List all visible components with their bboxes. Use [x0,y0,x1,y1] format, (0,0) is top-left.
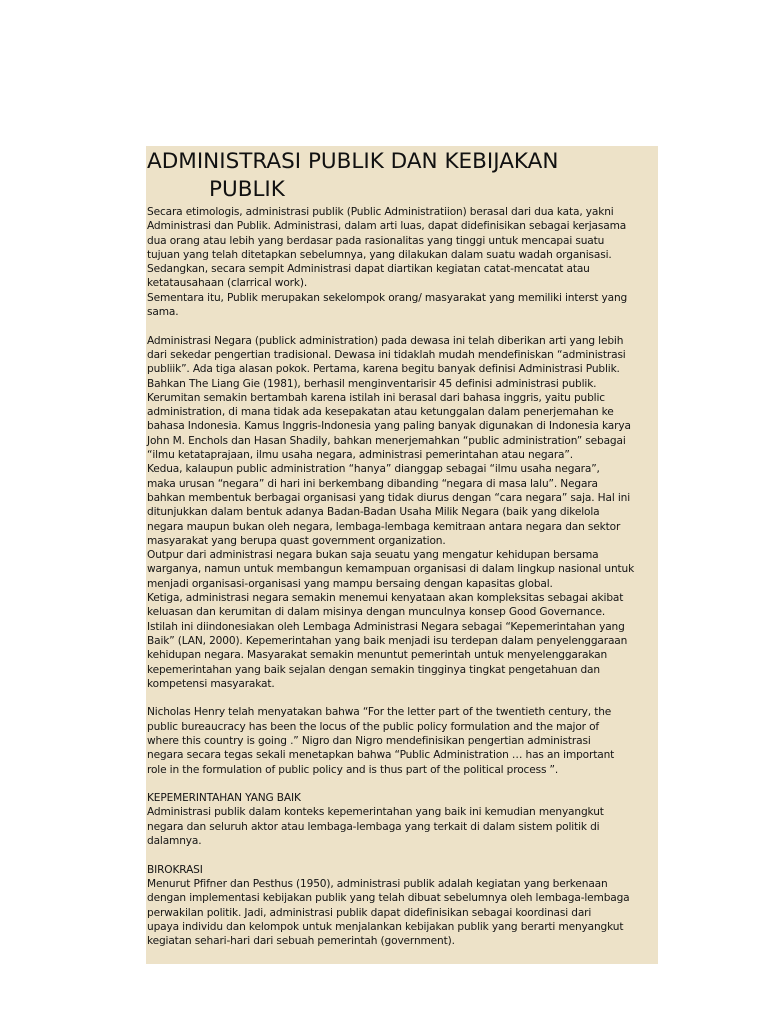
paragraph-spacer [147,848,656,862]
paragraph: Outpur dari administrasi negara bukan saja seuatu yang mengatur kehidupan bersama warganya, namun untuk membangun kemampuan organisasi di dalam lingkup nasional untuk menjadi organisasi-organisasi yang mampu bersaing dengan kapasitas global. [147,549,635,590]
paragraph: Secara etimologis, administrasi publik (Public Administratiion) berasal dari dua kata, yakni Administrasi dan Publik. Administrasi, dalam arti luas, dapat didefinisikan sebagai kerjasama dua orang atau lebih yang berdasar pada rasionalitas yang tinggi untuk mencapai suatu tujuan yang telah ditetapkan sebelumnya, yang dilakukan dalam suatu wadah organisasi. Sedangkan, secara sempit Administrasi dapat diartikan kegiatan catat-mencatat atau ketatausahaan (clarrical work). [147,206,627,290]
title-line-1: ADMINISTRASI PUBLIK DAN KEBIJAKAN [147,149,559,174]
section-birokrasi: BIROKRASI Menurut Pfifner dan Pesthus (1950), administrasi publik adalah kegiatan yang berkenaan dengan implementasi kebijakan publik yang telah dibuat sebelumnya oleh lembaga-lembaga perwakilan politik. Jadi, administrasi publik dapat didefinisikan sebagai koordinasi dari upaya individu dan kelompok untuk menjalankan kebijakan publik yang berarti menyangkut kegiatan sehari-hari dari sebuah pemerintah (government). [147,863,630,948]
title-line-2: PUBLIK [209,177,285,202]
document-body [147,205,656,948]
paragraph: Kedua, kalaupun public administration “hanya” dianggap sebagai “ilmu usaha negara”, maka urusan “negara” di hari ini berkembang dibanding “negara di masa lalu”. Negara bahkan membentuk berbagai organisasi yang tidak diurus dengan “cara negara” saja. Hal ini ditunjukkan dalam bentuk adanya Badan-Badan Usaha Milik Negara (baik yang dikelola negara maupun bukan oleh negara, lembaga-lembaga kemitraan antara negara dan sektor masyarakat yang berupa quast government organization. [147,463,630,547]
section-kepemerintahan: KEPEMERINTAHAN YANG BAIK Administrasi publik dalam konteks kepemerintahan yang baik ini kemudian menyangkut negara dan seluruh aktor atau lembaga-lembaga yang terkait di dalam sistem politik di dalamnya. [147,792,604,848]
paragraph: Administrasi Negara (publick administration) pada dewasa ini telah diberikan arti yang lebih dari sekedar pengertian tradisional. Dewasa ini tidaklah mudah mendefiniskan “administrasi publiik”. Ada tiga alasan pokok. Pertama, karena begitu banyak definisi Administrasi Publik. Bahkan The Liang Gie (1981), berhasil menginventarisir 45 definisi administrasi publik. Kerumitan semakin bertambah karena istilah ini berasal dari bahasa inggris, yaitu public administration, di mana tidak ada kesepakatan atau ketunggalan dalam penerjemahan ke bahasa Indonesia. Kamus Inggris-Indonesia yang paling banyak digunakan di Indonesia karya John M. Enchols dan Hasan Shadily, bahkan menerjemahkan “public administration” sebagai “ilmu ketataprajaan, ilmu usaha negara, administrasi pemerintahan atau negara”. [147,334,631,462]
document-page [146,146,658,964]
document-title [147,148,656,204]
paragraph-spacer [147,777,656,791]
paragraph: Ketiga, administrasi negara semakin menemui kenyataan akan kompleksitas sebagai akibat keluasan dan kerumitan di dalam misinya dengan munculnya konsep Good Governance. Istilah ini diindonesiakan oleh Lembaga Administrasi Negara sebagai “Kepemerintahan yang Baik” (LAN, 2000). Kepemerintahan yang baik menjadi isu terdepan dalam penyelenggaraan kehidupan negara. Masyarakat semakin menuntut pemerintah untuk menyelenggarakan kepemerintahan yang baik sejalan dengan semakin tingginya tingkat pengetahuan dan kompetensi masyarakat. [147,592,628,690]
paragraph: Nicholas Henry telah menyatakan bahwa “For the letter part of the twentieth century, the public bureaucracy has been the locus of the public policy formulation and the major of where this country is going .” Nigro dan Nigro mendefinisikan pengertian administrasi negara secara tegas sekali menetapkan bahwa “Public Administration … has an important role in the formulation of public policy and is thus part of the political process ”. [147,706,615,776]
paragraph: Sementara itu, Publik merupakan sekelompok orang/ masyarakat yang memiliki interst yang sama. [147,291,628,319]
paragraph-spacer [147,319,656,333]
paragraph-spacer [147,691,656,705]
